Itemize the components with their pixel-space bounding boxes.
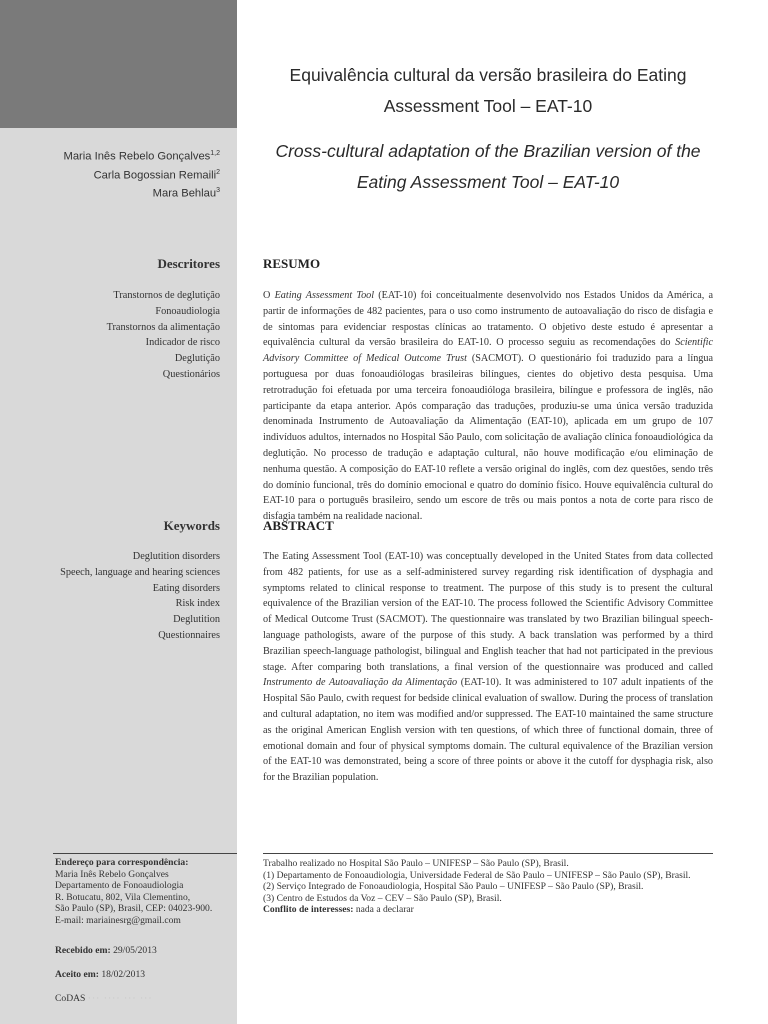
author: Carla Bogossian Remaili$^2$ [93,168,220,182]
author-list [64,146,221,202]
footnote-line: (1) Departamento de Fonoaudiologia, Universidade Federal de São Paulo – UNIFESP – São Paulo (SP), Brasil. [263,869,691,881]
list-item: Indicador de risco [145,337,220,349]
conflict-of-interest: Conflito de interesses: nada a declarar [263,904,414,916]
divider [263,853,713,854]
journal-name: CoDAS ··· ···· ··· ··· [55,993,153,1004]
list-item: Transtornos de deglutição [113,290,220,301]
correspondence-block [55,857,235,927]
footnotes [263,858,723,916]
footnote-line: (2) Serviço Integrado de Fonoaudiologia, Hospital São Paulo – UNIFESP – São Paulo (SP), Brasil. [263,881,644,893]
received-date: Recebido em: 29/05/2013 [55,945,157,956]
list-item: Deglutição [174,353,220,365]
keywords-list [60,549,220,644]
correspondence-line: São Paulo (SP), Brasil, CEP: 04023-900. [55,903,213,915]
list-item: Transtornos da alimentação [106,321,220,333]
divider [53,853,237,854]
correspondence-email[interactable]: E-mail: mariainesrg@gmail.com [55,914,181,926]
title-pt-line1: Equivalência cultural da versão brasileira do Eating [289,65,687,85]
title-english [268,136,708,198]
title-en-line2: Eating Assessment Tool – EAT-10 [356,172,620,192]
list-item: Deglutition disorders [132,551,220,562]
descritores-heading: Descritores [157,256,220,271]
correspondence-line: R. Botucatu, 802, Vila Clementino, [55,891,191,903]
abstract-heading: ABSTRACT [263,518,334,533]
title-portuguese [268,60,708,122]
sidebar-header-band [0,0,237,128]
list-item: Questionários [162,368,220,380]
correspondence-line: Departamento de Fonoaudiologia [55,880,184,892]
list-item: Fonoaudiologia [155,305,220,317]
title-en-line1: Cross-cultural adaptation of the Brazilian version of the [275,141,701,161]
author: Maria Inês Rebelo Gonçalves$^{1,2}$ [63,150,220,163]
resumo-paragraph: O Eating Assessment Tool (EAT-10) foi conceitualmente desenvolvido nos Estados Unidos da América, a partir de informações de 482 pacientes, para o uso como instrumento de autoavaliação do risco de disfagia e de sintomas para evidenciar respostas clínicas ao tratamento. O objetivo deste estudo é apresentar a equivalência cultural da versão brasileira do EAT-10. O processo seguiu as recomendações do Scientific Advisory Committee of Medical Outcome Trust (SACMOT). O questionário foi traduzido para a língua portuguesa por duas fonoaudiólogas brasileiras bilíngues, cientes do objetivo desta pesquisa. Uma retrotradução foi efetuada por uma terceira fonoaudióloga brasileira, bilíngue e professora de inglês, não participante da etapa anterior. Após comparação das traduções, produziu-se uma única versão traduzida denominada Instrumento de Autoavaliação da Alimentação (EAT-10), aplicada em um grupo de 107 indivíduos adultos, internados no Hospital São Paulo, com solicitação de avaliação clínica fonoaudiológica da deglutição. No processo de tradução e adaptação cultural, não houve modificação e/ou eliminação de nenhuma questão. A composição do EAT-10 reflete a versão original do inglês, com dez questões, sendo três do domínio funcional, três do domínio emocional e quatro do domínio físico. Houve equivalência cultural do EAT-10 para o português brasileiro, sendo um escore de três ou mais pontos a nota de corte para risco de disfagia também na realidade nacional. [263,290,714,523]
title-pt-line2: Assessment Tool – EAT-10 [383,96,593,116]
list-item: Eating disorders [152,582,220,594]
keywords-heading: Keywords [163,518,220,533]
accepted-date: Aceito em: 18/02/2013 [55,969,146,980]
correspondence-heading: Endereço para correspondência: [55,857,189,868]
descritores-list [107,288,220,383]
abstract-paragraph: The Eating Assessment Tool (EAT-10) was conceptually developed in the United States from data collected from 482 patients, for use as a self-administered survey regarding risk identification of dysphagia and symptoms related to clinical response to treatment. The purpose of this study is to present the cultural equivalence of the Brazilian version of the EAT-10. The process followed the Scientific Advisory Committee of Medical Outcome Trust (SACMOT). The questionnaire was translated by two Brazilian bilingual speech-language pathologists, aware of the purpose of this study. A back translation was performed by a third Brazilian speech-language pathologist, bilingual and English teacher that had not participated in the previous stage. After comparing both translations, a final version of the questionnaire was produced and called Instrumento de Autoavaliação da Alimentação (EAT-10). It was administered to 107 adult inpatients of the Hospital São Paulo, cwith request for bedside clinical evaluation of swallow. During the process of translation and cultural adaptation, no item was modified and/or suppressed. The EAT-10 maintained the same structure as the original American English version with ten questions, of which three of functional domain, three of emotional domain and four of physical symptoms domain. The cultural equivalence of the Brazilian version of the EAT-10 was demonstrated, being a score of three points or above it the cutoff for dysphagia risk, also for the Brazilian population. [263,551,713,784]
list-item: Speech, language and hearing sciences [60,566,220,578]
resumo-heading: RESUMO [263,256,321,271]
correspondence-line: Maria Inês Rebelo Gonçalves [55,868,169,880]
list-item: Questionnaires [158,629,220,641]
list-item: Deglutition [173,614,220,626]
footnote-line: (3) Centro de Estudos da Voz – CEV – São Paulo (SP), Brasil. [263,892,502,904]
list-item: Risk index [175,598,220,610]
footnote-line: Trabalho realizado no Hospital São Paulo – UNIFESP – São Paulo (SP), Brasil. [263,858,569,869]
author: Mara Behlau$^3$ [152,187,220,201]
